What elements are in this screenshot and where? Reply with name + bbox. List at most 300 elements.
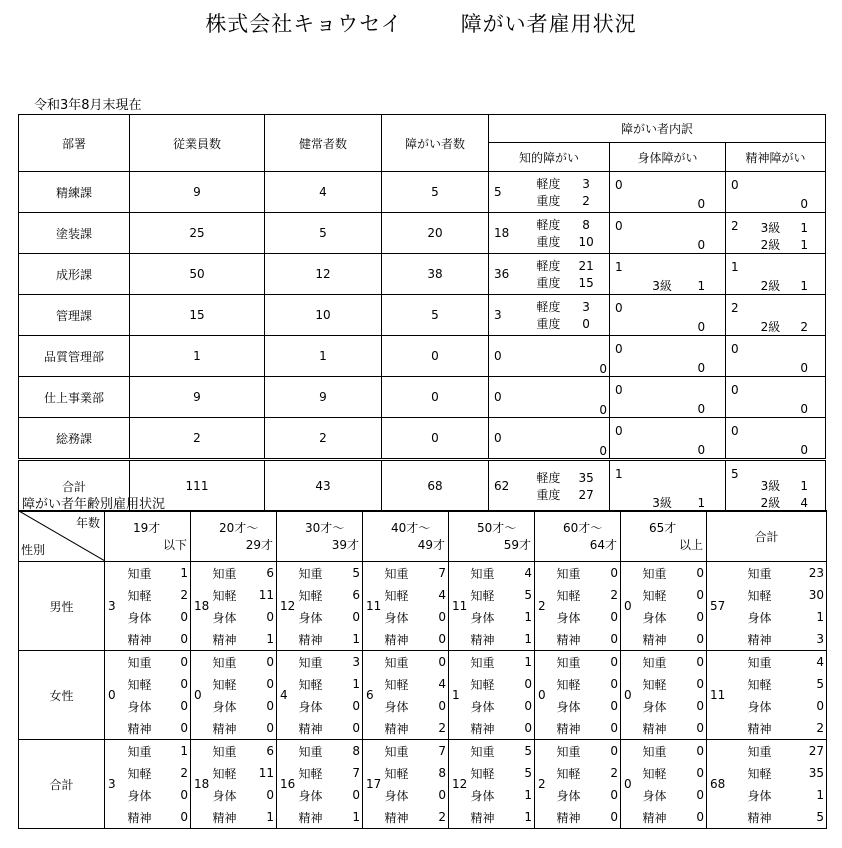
category-label: 知重	[298, 655, 323, 670]
age-detail	[469, 651, 535, 740]
cell-int-detail	[522, 295, 610, 336]
category-label: 知重	[212, 566, 237, 581]
ment-grade	[746, 442, 786, 458]
cell-disabled: 5	[382, 172, 489, 213]
cell-ment-count: 2	[726, 295, 746, 336]
category-value: 11	[258, 588, 274, 602]
grade-value: 15	[578, 275, 594, 290]
age-count: 2	[535, 740, 555, 829]
category-label: 精神	[747, 810, 772, 825]
cell-ment-count: 1	[726, 254, 746, 295]
category-label: 知重	[642, 566, 667, 581]
category-label: 知軽	[747, 588, 772, 603]
category-value: 8	[438, 766, 446, 780]
gender-label: 女性	[19, 651, 105, 740]
category-value: 0	[610, 677, 618, 691]
category-label: 知軽	[642, 677, 667, 692]
category-label: 身体	[556, 788, 581, 803]
category-label: 身体	[642, 699, 667, 714]
category-value: 0	[696, 810, 704, 824]
category-label: 知軽	[747, 766, 772, 781]
age-group-2-top: 20才～	[191, 511, 277, 537]
department-row	[19, 418, 826, 460]
age-count: 16	[277, 740, 297, 829]
cell-phys-detail	[635, 295, 726, 336]
category-label: 身体	[642, 610, 667, 625]
cell-healthy: 10	[265, 295, 382, 336]
age-detail	[469, 740, 535, 829]
grade-label: 重度	[536, 488, 561, 502]
category-value: 1	[352, 810, 360, 824]
category-label: 精神	[470, 632, 495, 647]
cell-dept: 合計	[19, 460, 130, 512]
category-value: 0	[180, 677, 188, 691]
grade-value: 10	[578, 234, 594, 249]
int-grade-table	[522, 469, 610, 503]
category-label: 精神	[384, 721, 409, 736]
category-label: 身体	[470, 610, 495, 625]
category-value: 0	[816, 699, 825, 713]
department-table	[18, 114, 826, 512]
cell-phys-count: 0	[610, 295, 635, 336]
category-label: 身体	[384, 699, 409, 714]
category-value: 0	[180, 788, 188, 802]
cell-phys-detail	[635, 336, 726, 377]
category-value: 2	[180, 588, 188, 602]
category-label: 知重	[747, 744, 772, 759]
category-value: 0	[266, 677, 274, 691]
grade-value: 35	[578, 470, 594, 485]
category-label: 知軽	[642, 588, 667, 603]
corner-header	[19, 511, 105, 562]
category-label: 知軽	[384, 588, 409, 603]
category-label: 精神	[127, 721, 152, 736]
category-label: 知軽	[298, 588, 323, 603]
age-detail	[297, 562, 363, 651]
ment-grade: 2級	[760, 279, 781, 293]
category-value: 0	[180, 610, 188, 624]
category-label: 知重	[298, 566, 323, 581]
total-count: 57	[707, 562, 730, 651]
cell-healthy: 5	[265, 213, 382, 254]
category-value: 35	[808, 766, 825, 780]
cell-phys-detail	[635, 377, 726, 418]
cell-int-total: 62	[489, 460, 522, 512]
category-value: 1	[180, 744, 188, 758]
cell-phys-count: 1	[610, 254, 635, 295]
header-mental: 精神障がい	[726, 143, 826, 172]
ment-value	[785, 302, 825, 318]
age-count: 1	[449, 651, 469, 740]
category-label: 知軽	[470, 588, 495, 603]
age-count: 0	[621, 740, 641, 829]
category-table	[555, 562, 621, 650]
cell-int-detail	[522, 254, 610, 295]
category-value: 6	[352, 588, 360, 602]
ment-grade	[746, 261, 786, 277]
category-value: 0	[696, 632, 704, 646]
category-label: 知重	[384, 566, 409, 581]
gender-label: 合計	[19, 740, 105, 829]
ment-value	[785, 261, 825, 277]
category-label: 精神	[556, 810, 581, 825]
grade-value: 21	[578, 258, 594, 273]
phys-grade	[635, 360, 680, 376]
age-detail	[126, 740, 191, 829]
category-value: 5	[524, 588, 532, 602]
age-count: 0	[621, 651, 641, 740]
age-detail	[211, 651, 277, 740]
category-label: 知軽	[384, 766, 409, 781]
age-count: 2	[535, 562, 555, 651]
category-table	[641, 740, 707, 828]
cell-disabled: 0	[382, 418, 489, 460]
phys-value: 0	[697, 361, 706, 375]
category-label: 知重	[747, 566, 772, 581]
age-total-header: 合計	[707, 511, 827, 562]
category-value: 0	[610, 721, 618, 735]
category-value: 0	[266, 699, 274, 713]
ment-value: 0	[800, 402, 808, 416]
category-value: 1	[352, 632, 360, 646]
header-employees: 従業員数	[130, 115, 265, 172]
ment-value: 1	[800, 220, 808, 235]
category-value: 1	[524, 788, 532, 802]
as-of-date: 令和3年8月末現在	[34, 98, 142, 113]
cell-dept: 品質管理部	[19, 336, 130, 377]
category-label: 知重	[212, 655, 237, 670]
category-value: 0	[610, 632, 618, 646]
cell-phys-detail	[635, 213, 726, 254]
phys-value: 1	[697, 495, 706, 510]
department-row	[19, 336, 826, 377]
category-label: 知軽	[127, 588, 152, 603]
department-row	[19, 377, 826, 418]
int-grade-table	[522, 175, 610, 209]
header-healthy: 健常者数	[265, 115, 382, 172]
ment-grade: 3級	[760, 221, 781, 235]
category-table	[469, 740, 535, 828]
age-group-1-top: 19才	[105, 511, 191, 537]
age-detail	[555, 740, 621, 829]
category-label: 知軽	[556, 766, 581, 781]
age-group-5-bottom: 59才	[449, 536, 535, 562]
category-label: 身体	[470, 699, 495, 714]
cell-disabled: 0	[382, 336, 489, 377]
age-group-7-bottom: 以上	[621, 536, 707, 562]
category-label: 身体	[470, 788, 495, 803]
category-value: 3	[352, 655, 360, 669]
category-value: 0	[610, 810, 618, 824]
category-value: 11	[258, 766, 274, 780]
phys-grade: 3級	[652, 279, 672, 293]
grade-value: 27	[578, 487, 594, 502]
category-table	[383, 562, 449, 650]
cell-healthy: 2	[265, 418, 382, 460]
cell-ment-detail	[746, 254, 826, 295]
category-value: 0	[524, 721, 532, 735]
phys-grade	[635, 237, 680, 253]
category-value: 0	[180, 655, 188, 669]
category-label: 知軽	[212, 588, 237, 603]
cell-phys-detail	[635, 172, 726, 213]
cell-phys-count: 0	[610, 336, 635, 377]
age-count: 0	[621, 562, 641, 651]
age-group-5-top: 50才～	[449, 511, 535, 537]
category-label: 知軽	[212, 766, 237, 781]
ment-value: 1	[800, 478, 808, 493]
cell-disabled: 5	[382, 295, 489, 336]
ment-grade	[746, 360, 786, 376]
title-subject: 障がい者雇用状況	[460, 12, 637, 36]
age-count: 12	[277, 562, 297, 651]
category-label: 知重	[642, 655, 667, 670]
int-grade-table	[522, 298, 610, 332]
age-group-7-top: 65才	[621, 511, 707, 537]
category-value: 0	[438, 610, 446, 624]
age-group-1-bottom: 以下	[105, 536, 191, 562]
age-count: 18	[191, 740, 211, 829]
corner-bottom-label: 性別	[21, 543, 46, 557]
cell-dept: 精練課	[19, 172, 130, 213]
cell-ment-count: 0	[726, 336, 746, 377]
cell-dept: 総務課	[19, 418, 130, 460]
category-value: 1	[266, 810, 274, 824]
category-value: 0	[438, 699, 446, 713]
phys-value: 0	[697, 197, 706, 211]
category-value: 0	[610, 566, 618, 580]
category-label: 知重	[556, 744, 581, 759]
category-value: 30	[808, 588, 825, 602]
category-label: 知重	[470, 566, 495, 581]
category-label: 身体	[384, 788, 409, 803]
category-label: 身体	[747, 699, 772, 714]
cell-ment-detail	[746, 418, 826, 460]
cell-dept: 塗装課	[19, 213, 130, 254]
category-value: 2	[610, 588, 618, 602]
category-label: 知軽	[127, 766, 152, 781]
category-label: 精神	[556, 632, 581, 647]
category-label: 精神	[212, 810, 237, 825]
category-label: 知重	[127, 744, 152, 759]
category-label: 知軽	[556, 588, 581, 603]
grade-label: 重度	[536, 317, 561, 331]
age-detail	[297, 740, 363, 829]
grade-label: 軽度	[536, 177, 561, 191]
cell-int-total: 0	[489, 336, 522, 377]
ment-value: 0	[800, 443, 808, 457]
cell-int-detail	[522, 213, 610, 254]
int-grade-table	[522, 216, 610, 250]
category-value: 1	[524, 810, 532, 824]
category-table	[641, 651, 707, 739]
total-count: 11	[707, 651, 730, 740]
age-detail	[641, 651, 707, 740]
age-detail	[555, 562, 621, 651]
category-table	[555, 651, 621, 739]
category-table	[383, 651, 449, 739]
cell-employees: 50	[130, 254, 265, 295]
age-detail	[469, 562, 535, 651]
category-label: 知重	[642, 744, 667, 759]
ment-grade: 2級	[760, 496, 781, 510]
category-label: 身体	[212, 788, 237, 803]
category-value: 0	[696, 610, 704, 624]
phys-grade: 3級	[652, 496, 672, 510]
category-value: 1	[524, 610, 532, 624]
ment-grade: 2級	[760, 238, 781, 252]
category-value: 5	[816, 810, 825, 824]
cell-phys-count: 0	[610, 213, 635, 254]
category-label: 知軽	[298, 677, 323, 692]
category-label: 身体	[747, 610, 772, 625]
grade-label: 重度	[536, 235, 561, 249]
age-count: 6	[363, 651, 383, 740]
cell-int-total: 0	[489, 418, 522, 460]
phys-grade	[635, 319, 680, 335]
category-table	[469, 651, 535, 739]
cell-healthy: 1	[265, 336, 382, 377]
category-value: 0	[266, 721, 274, 735]
ment-grade: 3級	[760, 479, 781, 493]
grade-label: 軽度	[536, 218, 561, 232]
department-row	[19, 254, 826, 295]
category-value: 0	[696, 566, 704, 580]
cell-phys-detail	[635, 418, 726, 460]
ment-grade: 2級	[760, 320, 781, 334]
company-name: 株式会社キョウセイ	[205, 12, 403, 36]
department-row	[19, 213, 826, 254]
ment-value: 1	[800, 237, 808, 252]
category-value: 0	[438, 632, 446, 646]
category-label: 身体	[556, 699, 581, 714]
category-label: 精神	[127, 632, 152, 647]
category-label: 知軽	[747, 677, 772, 692]
int-grade-table	[522, 257, 610, 291]
ment-grade	[746, 401, 786, 417]
category-value: 4	[438, 677, 446, 691]
category-value: 27	[808, 744, 825, 758]
cell-dept: 成形課	[19, 254, 130, 295]
age-count: 11	[363, 562, 383, 651]
category-value: 1	[180, 566, 188, 580]
age-table	[18, 510, 827, 829]
cell-disabled: 38	[382, 254, 489, 295]
category-label: 精神	[298, 810, 323, 825]
category-table	[211, 562, 277, 650]
category-value: 2	[610, 766, 618, 780]
category-value: 0	[266, 610, 274, 624]
cell-ment-detail	[746, 172, 826, 213]
category-label: 精神	[747, 721, 772, 736]
category-value: 0	[696, 766, 704, 780]
category-label: 精神	[642, 632, 667, 647]
category-value: 4	[816, 655, 825, 669]
cell-ment-count: 0	[726, 172, 746, 213]
category-value: 0	[352, 788, 360, 802]
category-table	[126, 562, 191, 650]
age-count: 17	[363, 740, 383, 829]
category-value: 6	[266, 566, 274, 580]
category-table	[730, 740, 827, 828]
grade-value: 3	[582, 176, 590, 191]
corner-top-label: 年数	[75, 516, 100, 530]
ment-value: 0	[800, 361, 808, 375]
age-group-6-bottom: 64才	[535, 536, 621, 562]
age-group-3-top: 30才～	[277, 511, 363, 537]
category-value: 6	[266, 744, 274, 758]
category-table	[730, 562, 827, 650]
cell-healthy: 12	[265, 254, 382, 295]
category-table	[297, 651, 363, 739]
category-table	[555, 740, 621, 828]
cell-healthy: 4	[265, 172, 382, 213]
category-label: 精神	[298, 721, 323, 736]
phys-grade	[635, 442, 680, 458]
category-label: 知重	[470, 744, 495, 759]
cell-disabled: 20	[382, 213, 489, 254]
cell-phys-count: 0	[610, 418, 635, 460]
category-label: 知重	[556, 655, 581, 670]
department-row	[19, 172, 826, 213]
category-value: 2	[438, 810, 446, 824]
category-value: 0	[524, 699, 532, 713]
cell-ment-detail	[746, 295, 826, 336]
cell-phys-count: 1	[610, 460, 635, 512]
total-detail	[730, 562, 827, 651]
category-table	[297, 562, 363, 650]
category-value: 0	[352, 699, 360, 713]
category-value: 0	[696, 744, 704, 758]
category-value: 0	[180, 632, 188, 646]
age-count: 18	[191, 562, 211, 651]
cell-ment-detail	[746, 213, 826, 254]
cell-int-total: 3	[489, 295, 522, 336]
category-value: 4	[524, 566, 532, 580]
category-label: 精神	[212, 632, 237, 647]
cell-ment-count: 5	[726, 460, 746, 512]
cell-disabled: 0	[382, 377, 489, 418]
age-count: 3	[105, 740, 126, 829]
category-value: 0	[696, 677, 704, 691]
category-value: 23	[808, 566, 825, 580]
phys-value: 0	[697, 402, 706, 416]
cell-healthy: 43	[265, 460, 382, 512]
category-label: 身体	[127, 788, 152, 803]
category-table	[126, 740, 191, 828]
category-value: 0	[352, 721, 360, 735]
category-value: 0	[180, 699, 188, 713]
grade-label: 軽度	[536, 471, 561, 485]
category-table	[211, 740, 277, 828]
category-value: 1	[816, 788, 825, 802]
total-count: 68	[707, 740, 730, 829]
cell-int-detail: 0	[522, 418, 610, 460]
age-group-2-bottom: 29才	[191, 536, 277, 562]
age-detail	[555, 651, 621, 740]
gender-row	[19, 651, 827, 740]
ment-grade	[746, 196, 786, 212]
cell-employees: 9	[130, 377, 265, 418]
total-detail	[730, 740, 827, 829]
header-physical: 身体障がい	[610, 143, 726, 172]
age-count: 12	[449, 740, 469, 829]
age-group-3-bottom: 39才	[277, 536, 363, 562]
category-label: 知軽	[127, 677, 152, 692]
category-label: 身体	[384, 610, 409, 625]
category-label: 知重	[747, 655, 772, 670]
age-detail	[126, 562, 191, 651]
